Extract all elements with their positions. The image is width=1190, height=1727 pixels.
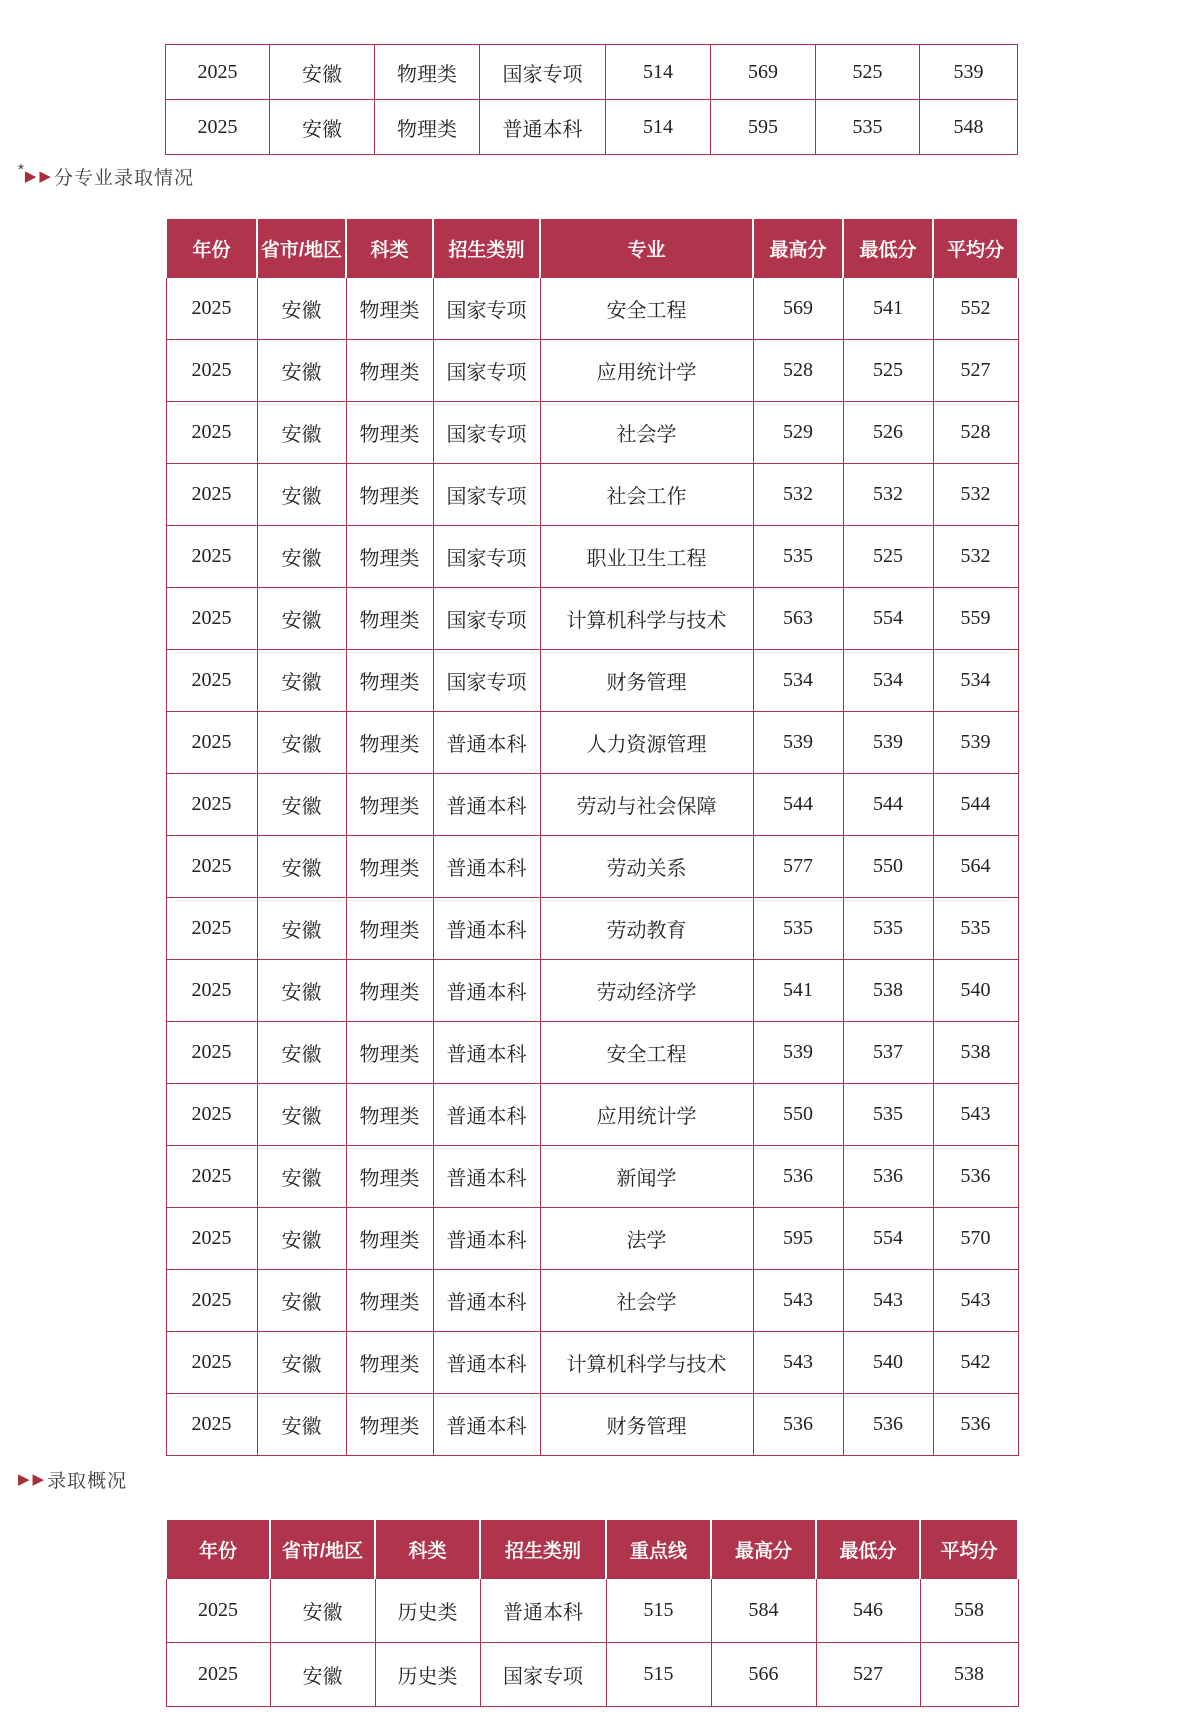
table-row xyxy=(166,1579,1018,1643)
table-cell: 安全工程 xyxy=(540,1022,753,1084)
table-cell: 515 xyxy=(606,1579,711,1643)
column-header: 省市/地区 xyxy=(270,1519,375,1579)
table-cell: 525 xyxy=(843,526,933,588)
table-row xyxy=(166,464,1018,526)
table-cell: 物理类 xyxy=(346,1084,433,1146)
table-cell: 物理类 xyxy=(375,45,480,100)
table-cell: 2025 xyxy=(166,100,270,155)
table-cell: 普通本科 xyxy=(433,836,540,898)
table-cell: 安徽 xyxy=(270,45,375,100)
table-cell: 安徽 xyxy=(257,1084,346,1146)
table-cell: 539 xyxy=(920,45,1018,100)
table-cell: 541 xyxy=(753,960,843,1022)
table-cell: 539 xyxy=(843,712,933,774)
column-header: 科类 xyxy=(346,218,433,278)
table-cell: 2025 xyxy=(166,1643,270,1707)
table-cell: 595 xyxy=(753,1208,843,1270)
table-cell: 物理类 xyxy=(346,1394,433,1456)
table-cell: 528 xyxy=(933,402,1018,464)
table-cell: 安徽 xyxy=(270,1579,375,1643)
table-cell: 546 xyxy=(816,1579,920,1643)
table-row xyxy=(166,1394,1018,1456)
table-row xyxy=(166,100,1018,155)
table-cell: 2025 xyxy=(166,650,257,712)
table-cell: 2025 xyxy=(166,712,257,774)
column-header: 招生类别 xyxy=(433,218,540,278)
section-title: 分专业录取情况 xyxy=(53,167,194,189)
table-cell: 普通本科 xyxy=(433,1332,540,1394)
column-header: 科类 xyxy=(375,1519,480,1579)
table-cell: 2025 xyxy=(166,1208,257,1270)
table-cell: 2025 xyxy=(166,1394,257,1456)
table-cell: 529 xyxy=(753,402,843,464)
table-cell: 2025 xyxy=(166,774,257,836)
column-header: 最高分 xyxy=(753,218,843,278)
table-cell: 541 xyxy=(843,278,933,340)
overview-table-body xyxy=(166,1579,1018,1707)
table-cell: 540 xyxy=(843,1332,933,1394)
table-cell: 安徽 xyxy=(257,1270,346,1332)
table-cell: 财务管理 xyxy=(540,1394,753,1456)
table-cell: 514 xyxy=(606,100,711,155)
table-cell: 537 xyxy=(843,1022,933,1084)
table-cell: 538 xyxy=(933,1022,1018,1084)
table-cell: 2025 xyxy=(166,1022,257,1084)
table-cell: 安徽 xyxy=(270,1643,375,1707)
table-cell: 劳动教育 xyxy=(540,898,753,960)
major-table-body xyxy=(166,278,1018,1456)
header-row xyxy=(166,1519,1018,1579)
table-row xyxy=(166,898,1018,960)
table-cell: 安徽 xyxy=(257,402,346,464)
table-cell: 552 xyxy=(933,278,1018,340)
table-cell: 劳动与社会保障 xyxy=(540,774,753,836)
table-cell: 国家专项 xyxy=(433,464,540,526)
table-cell: 应用统计学 xyxy=(540,340,753,402)
table-cell: 安徽 xyxy=(270,100,375,155)
table-row xyxy=(166,526,1018,588)
table-cell: 536 xyxy=(933,1394,1018,1456)
table-row xyxy=(166,1022,1018,1084)
table-cell: 普通本科 xyxy=(433,960,540,1022)
table-cell: 2025 xyxy=(166,588,257,650)
table-cell: 安徽 xyxy=(257,1208,346,1270)
table-cell: 558 xyxy=(920,1579,1018,1643)
table-cell: 534 xyxy=(933,650,1018,712)
table-cell: 普通本科 xyxy=(433,1146,540,1208)
column-header: 平均分 xyxy=(920,1519,1018,1579)
major-table-head xyxy=(166,218,1018,278)
section-header-admission-overview xyxy=(18,1466,1190,1492)
table-cell: 新闻学 xyxy=(540,1146,753,1208)
table-cell: 544 xyxy=(843,774,933,836)
table-cell: 2025 xyxy=(166,1146,257,1208)
table-cell: 2025 xyxy=(166,278,257,340)
table-cell: 535 xyxy=(843,898,933,960)
table-cell: 543 xyxy=(753,1332,843,1394)
table-cell: 543 xyxy=(933,1084,1018,1146)
table-row xyxy=(166,278,1018,340)
table-cell: 536 xyxy=(753,1146,843,1208)
table-cell: 历史类 xyxy=(375,1579,480,1643)
table-cell: 物理类 xyxy=(346,1270,433,1332)
table-cell: 物理类 xyxy=(346,1146,433,1208)
table-cell: 535 xyxy=(933,898,1018,960)
table-cell: 2025 xyxy=(166,526,257,588)
table-cell: 安徽 xyxy=(257,774,346,836)
table-cell: 538 xyxy=(920,1643,1018,1707)
table-cell: 普通本科 xyxy=(433,1270,540,1332)
table-row xyxy=(166,402,1018,464)
table-cell: 514 xyxy=(606,45,711,100)
table-row xyxy=(166,650,1018,712)
table-cell: 国家专项 xyxy=(433,340,540,402)
table-cell: 物理类 xyxy=(346,1208,433,1270)
table-cell: 国家专项 xyxy=(433,650,540,712)
table-cell: 计算机科学与技术 xyxy=(540,588,753,650)
table-cell: 532 xyxy=(843,464,933,526)
column-header: 最低分 xyxy=(843,218,933,278)
triangle-bullet-icon: ▶ xyxy=(39,167,51,185)
table-cell: 安徽 xyxy=(257,712,346,774)
table-cell: 物理类 xyxy=(346,774,433,836)
table-row xyxy=(166,774,1018,836)
column-header: 最高分 xyxy=(711,1519,816,1579)
table-cell: 532 xyxy=(933,464,1018,526)
table-row xyxy=(166,1643,1018,1707)
table-cell: 539 xyxy=(753,712,843,774)
table-cell: 普通本科 xyxy=(433,1394,540,1456)
table-cell: 570 xyxy=(933,1208,1018,1270)
table-cell: 安徽 xyxy=(257,278,346,340)
table-cell: 历史类 xyxy=(375,1643,480,1707)
table-cell: 564 xyxy=(933,836,1018,898)
table-cell: 539 xyxy=(753,1022,843,1084)
table-cell: 安徽 xyxy=(257,1022,346,1084)
table-row xyxy=(166,1270,1018,1332)
table-cell: 安徽 xyxy=(257,836,346,898)
triangle-bullet-icon: ▶ xyxy=(24,167,37,185)
table-cell: 2025 xyxy=(166,960,257,1022)
table-cell: 526 xyxy=(843,402,933,464)
table-cell: 劳动关系 xyxy=(540,836,753,898)
table-cell: 2025 xyxy=(166,340,257,402)
table-row xyxy=(166,712,1018,774)
table-cell: 安徽 xyxy=(257,464,346,526)
table-cell: 595 xyxy=(711,100,816,155)
major-admission-table xyxy=(165,217,1019,1456)
table-cell: 535 xyxy=(753,526,843,588)
table-cell: 2025 xyxy=(166,1332,257,1394)
table-cell: 535 xyxy=(816,100,920,155)
table-cell: 安徽 xyxy=(257,1146,346,1208)
table-cell: 安徽 xyxy=(257,526,346,588)
table-cell: 525 xyxy=(816,45,920,100)
table-cell: 536 xyxy=(843,1394,933,1456)
table-cell: 安徽 xyxy=(257,340,346,402)
triangle-bullet-icon: ▶ xyxy=(18,1470,30,1488)
table-cell: 安徽 xyxy=(257,1394,346,1456)
asterisk-marker: * xyxy=(18,161,24,178)
table-row xyxy=(166,340,1018,402)
table-cell: 职业卫生工程 xyxy=(540,526,753,588)
table-cell: 543 xyxy=(933,1270,1018,1332)
table-cell: 2025 xyxy=(166,1084,257,1146)
table-cell: 普通本科 xyxy=(433,1022,540,1084)
table-cell: 566 xyxy=(711,1643,816,1707)
table-cell: 569 xyxy=(711,45,816,100)
table-cell: 物理类 xyxy=(346,960,433,1022)
table-cell: 535 xyxy=(843,1084,933,1146)
admission-summary-table-partial xyxy=(165,44,1018,155)
table-cell: 物理类 xyxy=(375,100,480,155)
table-cell: 普通本科 xyxy=(433,1208,540,1270)
table-cell: 安徽 xyxy=(257,588,346,650)
table-row xyxy=(166,1084,1018,1146)
table-cell: 安徽 xyxy=(257,1332,346,1394)
table-cell: 物理类 xyxy=(346,526,433,588)
table-cell: 普通本科 xyxy=(480,1579,606,1643)
table-cell: 安全工程 xyxy=(540,278,753,340)
table-cell: 物理类 xyxy=(346,278,433,340)
table-cell: 国家专项 xyxy=(433,526,540,588)
table-cell: 国家专项 xyxy=(433,588,540,650)
table-cell: 社会学 xyxy=(540,1270,753,1332)
section-title: 录取概况 xyxy=(47,1470,128,1492)
table-cell: 物理类 xyxy=(346,712,433,774)
table-cell: 人力资源管理 xyxy=(540,712,753,774)
table-cell: 539 xyxy=(933,712,1018,774)
table-cell: 2025 xyxy=(166,464,257,526)
table-cell: 物理类 xyxy=(346,836,433,898)
table-cell: 536 xyxy=(933,1146,1018,1208)
column-header: 最低分 xyxy=(816,1519,920,1579)
table-cell: 社会学 xyxy=(540,402,753,464)
column-header: 招生类别 xyxy=(480,1519,606,1579)
table-cell: 563 xyxy=(753,588,843,650)
table-row xyxy=(166,1208,1018,1270)
table-cell: 应用统计学 xyxy=(540,1084,753,1146)
table-cell: 515 xyxy=(606,1643,711,1707)
table-cell: 物理类 xyxy=(346,464,433,526)
table-cell: 542 xyxy=(933,1332,1018,1394)
table-cell: 544 xyxy=(933,774,1018,836)
table-row xyxy=(166,1332,1018,1394)
table-cell: 安徽 xyxy=(257,898,346,960)
table-cell: 554 xyxy=(843,1208,933,1270)
table-cell: 国家专项 xyxy=(480,1643,606,1707)
table-cell: 532 xyxy=(933,526,1018,588)
table-cell: 554 xyxy=(843,588,933,650)
table-row xyxy=(166,836,1018,898)
table-cell: 普通本科 xyxy=(433,712,540,774)
column-header: 年份 xyxy=(166,218,257,278)
table-cell: 534 xyxy=(843,650,933,712)
table-cell: 540 xyxy=(933,960,1018,1022)
table-cell: 559 xyxy=(933,588,1018,650)
table-cell: 安徽 xyxy=(257,960,346,1022)
table-cell: 2025 xyxy=(166,836,257,898)
table-cell: 550 xyxy=(753,1084,843,1146)
triangle-bullet-icon: ▶ xyxy=(32,1470,45,1488)
table-cell: 543 xyxy=(753,1270,843,1332)
table-cell: 法学 xyxy=(540,1208,753,1270)
table-cell: 2025 xyxy=(166,45,270,100)
table-cell: 普通本科 xyxy=(433,774,540,836)
column-header: 专业 xyxy=(540,218,753,278)
column-header: 平均分 xyxy=(933,218,1018,278)
table-cell: 532 xyxy=(753,464,843,526)
table-cell: 544 xyxy=(753,774,843,836)
table-cell: 财务管理 xyxy=(540,650,753,712)
table-cell: 2025 xyxy=(166,1270,257,1332)
table-cell: 计算机科学与技术 xyxy=(540,1332,753,1394)
table-cell: 物理类 xyxy=(346,898,433,960)
section-header-major-admissions xyxy=(18,163,1190,189)
table-cell: 569 xyxy=(753,278,843,340)
table-cell: 525 xyxy=(843,340,933,402)
overview-table-head xyxy=(166,1519,1018,1579)
table-cell: 普通本科 xyxy=(480,100,606,155)
table-row xyxy=(166,45,1018,100)
admission-overview-table xyxy=(165,1518,1019,1707)
table-cell: 535 xyxy=(753,898,843,960)
table-cell: 550 xyxy=(843,836,933,898)
table-cell: 物理类 xyxy=(346,402,433,464)
table-cell: 538 xyxy=(843,960,933,1022)
table-cell: 2025 xyxy=(166,402,257,464)
table-cell: 物理类 xyxy=(346,340,433,402)
table-row xyxy=(166,960,1018,1022)
table-cell: 国家专项 xyxy=(433,278,540,340)
table-cell: 国家专项 xyxy=(433,402,540,464)
table-cell: 普通本科 xyxy=(433,898,540,960)
summary-table-body xyxy=(166,45,1018,155)
table-cell: 577 xyxy=(753,836,843,898)
table-cell: 528 xyxy=(753,340,843,402)
column-header: 省市/地区 xyxy=(257,218,346,278)
table-cell: 527 xyxy=(933,340,1018,402)
table-cell: 527 xyxy=(816,1643,920,1707)
table-cell: 国家专项 xyxy=(480,45,606,100)
table-row xyxy=(166,1146,1018,1208)
column-header: 年份 xyxy=(166,1519,270,1579)
table-cell: 物理类 xyxy=(346,650,433,712)
table-cell: 劳动经济学 xyxy=(540,960,753,1022)
table-cell: 物理类 xyxy=(346,1022,433,1084)
table-cell: 534 xyxy=(753,650,843,712)
table-cell: 548 xyxy=(920,100,1018,155)
table-cell: 社会工作 xyxy=(540,464,753,526)
table-cell: 2025 xyxy=(166,898,257,960)
table-cell: 543 xyxy=(843,1270,933,1332)
table-cell: 536 xyxy=(843,1146,933,1208)
table-cell: 物理类 xyxy=(346,588,433,650)
column-header: 重点线 xyxy=(606,1519,711,1579)
table-cell: 普通本科 xyxy=(433,1084,540,1146)
table-cell: 安徽 xyxy=(257,650,346,712)
table-cell: 2025 xyxy=(166,1579,270,1643)
header-row xyxy=(166,218,1018,278)
table-cell: 584 xyxy=(711,1579,816,1643)
table-cell: 物理类 xyxy=(346,1332,433,1394)
table-row xyxy=(166,588,1018,650)
table-cell: 536 xyxy=(753,1394,843,1456)
